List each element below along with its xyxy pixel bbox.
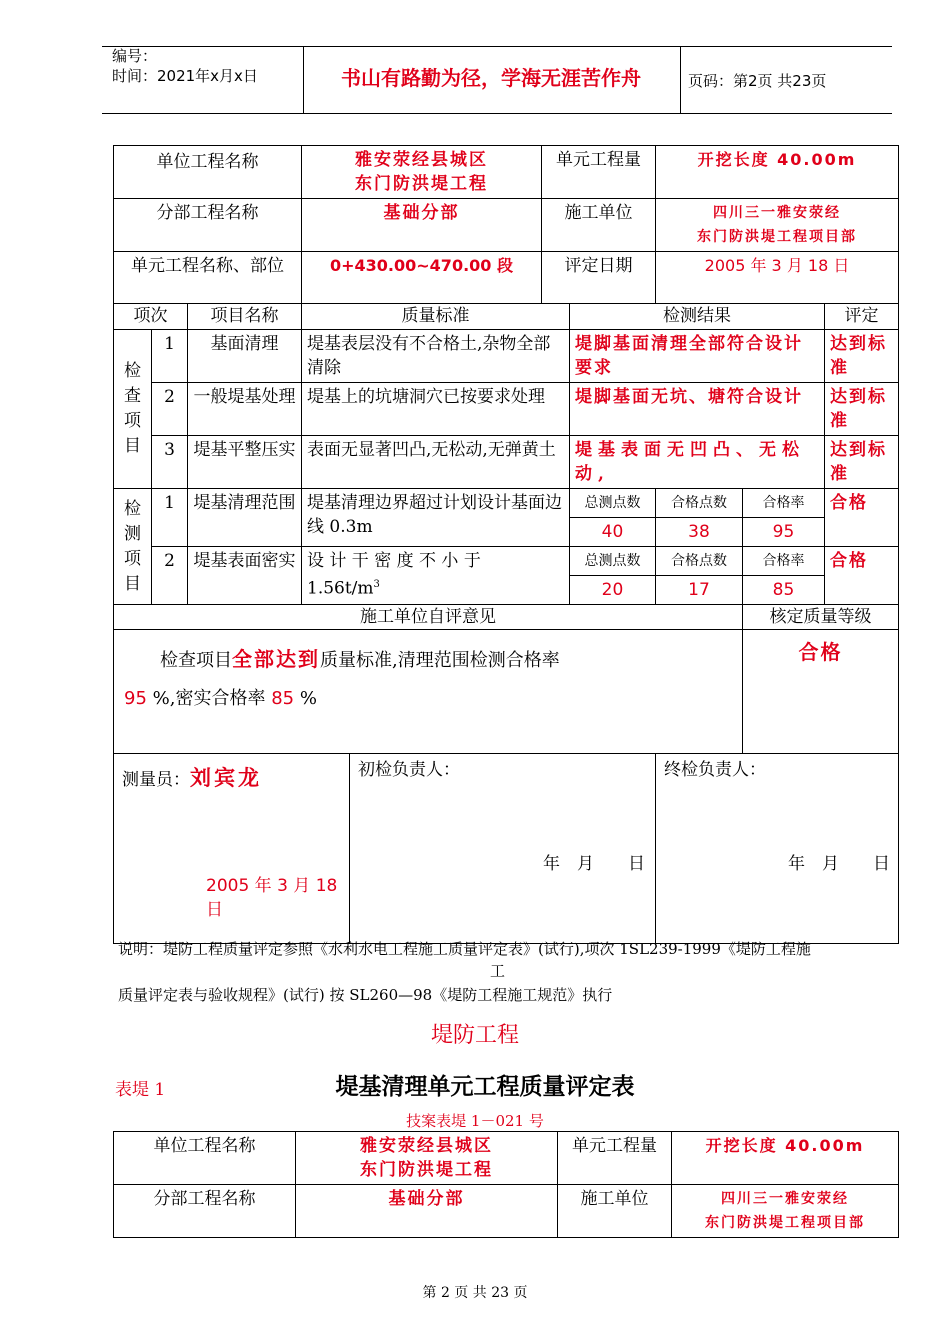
inspect-group-label: 检查项目 (114, 330, 152, 489)
eval-date-value: 2005 年 3 月 18 日 (656, 252, 899, 304)
evaluation-form (113, 145, 899, 944)
construction-unit-value (672, 1185, 899, 1238)
inspect-result: 堤脚基面无坑、塘符合设计 (570, 383, 825, 436)
inspect-eval: 达到标准 (825, 383, 899, 436)
self-eval-part2: 质量标准,清理范围检测合格率 (320, 650, 560, 671)
header-top-rule (102, 46, 892, 47)
measure-name: 堤基表面密实 (188, 547, 302, 605)
unit-name-label: 单元工程名称、部位 (114, 252, 302, 304)
first-check-label: 初检负责人： (358, 760, 460, 780)
footnote-line2: 质量评定表与验收规程》(试行) 按 SL260—98《堤防工程施工规范》执行 (118, 986, 613, 1004)
measure-no: 1 (152, 489, 188, 547)
self-eval-highlight: 全部达到 (232, 647, 320, 671)
measure-standard (302, 547, 570, 605)
doc-number: 技案表堤 1－021 号 (406, 1112, 544, 1130)
inspect-result: 堤基表面无凹凸、无松动, (570, 436, 825, 489)
footnote (118, 936, 898, 1008)
self-eval-part4: % (299, 688, 317, 709)
col-standard: 质量标准 (302, 304, 570, 330)
construction-unit-label: 施工单位 (558, 1185, 672, 1238)
evaluation-form-2 (113, 1131, 899, 1238)
first-check-date: 年 月 日 (543, 854, 645, 874)
inspect-eval: 达到标准 (825, 436, 899, 489)
surveyor-date: 2005 年 3 月 18 日 (206, 876, 338, 920)
section-heading: 堤防工程 (430, 1023, 519, 1048)
measure-standard: 堤基清理边界超过计划设计基面边线 0.3m (302, 489, 570, 547)
unit-project-label: 单位工程名称 (114, 146, 302, 199)
measure-rate-head: 合格率 (743, 547, 825, 576)
grade-value: 合格 (743, 630, 899, 754)
footer-page: 第 2 页 共 23 页 (422, 1285, 528, 1301)
self-eval-text (114, 630, 743, 754)
grade-label: 核定质量等级 (743, 605, 899, 630)
inspect-eval: 达到标准 (825, 330, 899, 383)
inspect-standard: 表面无显著凹凸,无松动,无弹黄土 (302, 436, 570, 489)
number-label: 编号： (112, 47, 158, 65)
final-check-label: 终检负责人： (664, 760, 766, 780)
section-title: 堤基清理单元工程质量评定表 (335, 1073, 635, 1100)
unit-project-value-line1: 雅安荥经县城区 (355, 150, 488, 170)
inspect-name: 基面清理 (188, 330, 302, 383)
surveyor-cell (114, 754, 350, 944)
measure-total: 20 (570, 576, 656, 605)
surveyor-name: 刘宾龙 (190, 765, 262, 790)
surveyor-label: 测量员： (122, 770, 190, 790)
construction-unit-line2: 东门防洪堤工程项目部 (705, 1215, 865, 1231)
self-eval-label: 施工单位自评意见 (114, 605, 743, 630)
final-check-date: 年 月 日 (788, 854, 891, 874)
measure-total-head: 总测点数 (570, 489, 656, 518)
header-bottom-rule (102, 113, 892, 114)
unit-project-value-line2: 东门防洪堤工程 (355, 174, 488, 194)
eval-date-label: 评定日期 (542, 252, 656, 304)
measure-pass: 17 (656, 576, 743, 605)
unit-project-value (296, 1132, 558, 1185)
measure-rate: 85 (743, 576, 825, 605)
inspect-no: 3 (152, 436, 188, 489)
measure-pass-head: 合格点数 (656, 489, 743, 518)
sub-project-label: 分部工程名称 (114, 1185, 296, 1238)
construction-unit-label: 施工单位 (542, 199, 656, 252)
self-eval-part3: %,密实合格率 (152, 688, 266, 709)
inspect-standard: 堤基表层没有不合格土,杂物全部清除 (302, 330, 570, 383)
unit-project-value-line2: 东门防洪堤工程 (360, 1160, 493, 1180)
inspect-name: 堤基平整压实 (188, 436, 302, 489)
self-eval-part1: 检查项目 (160, 650, 232, 671)
unit-quantity-value: 开挖长度 40.00m (656, 146, 899, 199)
construction-unit-line1: 四川三一雅安荥经 (721, 1191, 849, 1207)
col-eval: 评定 (825, 304, 899, 330)
measure-total: 40 (570, 518, 656, 547)
unit-name-value: 0+430.00~470.00 段 (302, 252, 542, 304)
sub-project-value: 基础分部 (296, 1185, 558, 1238)
measure-rate: 95 (743, 518, 825, 547)
density-unit-sup: 3 (373, 579, 380, 590)
measure-eval: 合格 (825, 489, 899, 547)
measure-pass: 38 (656, 518, 743, 547)
clearing-rate: 95 (124, 688, 147, 709)
density-rate: 85 (271, 688, 295, 709)
measure-rate-head: 合格率 (743, 489, 825, 518)
col-item-name: 项目名称 (188, 304, 302, 330)
time-label: 时间：2021年x月x日 (112, 67, 258, 85)
measure-group-label: 检测项目 (114, 489, 152, 605)
footnote-line1: 说明：堤防工程质量评定参照《水利水电工程施工质量评定表》(试行),项次 1SL239-1999《堤防工程施 (118, 940, 811, 958)
sub-project-label: 分部工程名称 (114, 199, 302, 252)
table-code: 表堤 1 (115, 1080, 166, 1100)
unit-quantity-value: 开挖长度 40.00m (672, 1132, 899, 1185)
inspect-name: 一般堤基处理 (188, 383, 302, 436)
inspect-no: 1 (152, 330, 188, 383)
unit-quantity-label: 单元工程量 (558, 1132, 672, 1185)
construction-unit-line1: 四川三一雅安荥经 (713, 205, 842, 221)
measure-eval: 合格 (825, 547, 899, 605)
unit-project-value (302, 146, 542, 199)
col-item-no: 项次 (114, 304, 188, 330)
density-value: 1.56t/m (307, 578, 374, 599)
inspect-result: 堤脚基面清理全部符合设计要求 (570, 330, 825, 383)
measure-standard-line2 (307, 573, 564, 601)
first-check-cell (350, 754, 656, 944)
header-page-label: 页码：第2页 共23页 (688, 72, 827, 90)
unit-project-value-line1: 雅安荥经县城区 (360, 1136, 493, 1156)
final-check-cell (656, 754, 899, 944)
inspect-standard: 堤基上的坑塘洞穴已按要求处理 (302, 383, 570, 436)
measure-name: 堤基清理范围 (188, 489, 302, 547)
measure-pass-head: 合格点数 (656, 547, 743, 576)
measure-standard-line1: 设 计 干 密 度 不 小 于 (307, 551, 481, 571)
measure-no: 2 (152, 547, 188, 605)
unit-quantity-label: 单元工程量 (542, 146, 656, 199)
footnote-line1b: 工 (490, 962, 506, 980)
construction-unit-value (656, 199, 899, 252)
construction-unit-line2: 东门防洪堤工程项目部 (697, 229, 858, 245)
col-result: 检测结果 (570, 304, 825, 330)
header-meta (112, 46, 258, 86)
inspect-no: 2 (152, 383, 188, 436)
measure-total-head: 总测点数 (570, 547, 656, 576)
header-motto: 书山有路勤为径，学海无涯苦作舟 (341, 66, 641, 90)
unit-project-label: 单位工程名称 (114, 1132, 296, 1185)
header-divider (680, 46, 681, 113)
sub-project-value: 基础分部 (302, 199, 542, 252)
